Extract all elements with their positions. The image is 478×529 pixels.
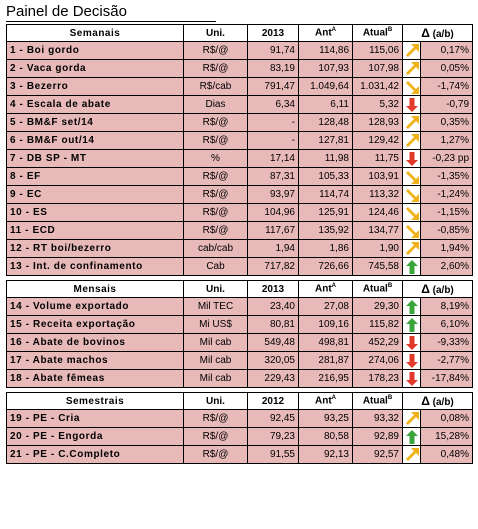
variation-value: -1,15% [421, 204, 473, 222]
atual-value: 92,89 [353, 428, 403, 446]
ant-value: 80,58 [299, 428, 353, 446]
unit-cell: R$/@ [184, 60, 248, 78]
ant-value: 135,92 [299, 222, 353, 240]
unit-header: Uni. [184, 281, 248, 298]
arrow-up-icon [403, 258, 421, 276]
indicator-name: 4 - Escala de abate [7, 96, 184, 114]
year-value: 549,48 [248, 334, 299, 352]
atual-value: 11,75 [353, 150, 403, 168]
unit-cell: R$/@ [184, 114, 248, 132]
arrow-up-icon [403, 428, 421, 446]
atual-value: 5,32 [353, 96, 403, 114]
table-row [7, 42, 473, 60]
indicator-name: 13 - Int. de confinamento [7, 258, 184, 276]
year-value: 91,55 [248, 446, 299, 464]
year-value: 229,43 [248, 370, 299, 388]
table-row [7, 370, 473, 388]
indicator-name: 8 - EF [7, 168, 184, 186]
atual-value: 115,82 [353, 316, 403, 334]
indicator-name: 17 - Abate machos [7, 352, 184, 370]
indicator-name: 5 - BM&F set/14 [7, 114, 184, 132]
unit-cell: cab/cab [184, 240, 248, 258]
delta-header: Δ (a/b) [403, 393, 473, 410]
unit-cell: Cab [184, 258, 248, 276]
variation-value: 1,27% [421, 132, 473, 150]
year-value: 80,81 [248, 316, 299, 334]
indicator-name: 11 - ECD [7, 222, 184, 240]
indicator-name: 14 - Volume exportado [7, 298, 184, 316]
unit-cell: R$/@ [184, 186, 248, 204]
atual-value: 92,57 [353, 446, 403, 464]
arrow-up-right-icon [403, 240, 421, 258]
arrow-down-right-icon [403, 222, 421, 240]
unit-cell: Dias [184, 96, 248, 114]
atual-value: 452,29 [353, 334, 403, 352]
ant-header: Ant$^A$ [299, 25, 353, 42]
arrow-up-right-icon [403, 132, 421, 150]
table-row [7, 410, 473, 428]
section-header [7, 281, 473, 298]
year-value: 17,14 [248, 150, 299, 168]
arrow-down-icon [403, 370, 421, 388]
table-row [7, 316, 473, 334]
atual-value: 107,98 [353, 60, 403, 78]
ant-header: Ant$^A$ [299, 393, 353, 410]
section-title: Mensais [7, 281, 184, 298]
year-value: 91,74 [248, 42, 299, 60]
section-title: Semestrais [7, 393, 184, 410]
ant-value: 93,25 [299, 410, 353, 428]
table-row [7, 204, 473, 222]
table-row [7, 132, 473, 150]
indicator-name: 19 - PE - Cria [7, 410, 184, 428]
indicator-name: 2 - Vaca gorda [7, 60, 184, 78]
arrow-down-icon [403, 150, 421, 168]
table-row [7, 96, 473, 114]
table-row [7, 78, 473, 96]
variation-value: 0,48% [421, 446, 473, 464]
variation-value: 15,28% [421, 428, 473, 446]
variation-value: -1,35% [421, 168, 473, 186]
atual-value: 1.031,42 [353, 78, 403, 96]
delta-header: Δ (a/b) [403, 281, 473, 298]
arrow-up-right-icon [403, 446, 421, 464]
table-row [7, 186, 473, 204]
ant-value: 114,86 [299, 42, 353, 60]
table-row [7, 114, 473, 132]
atual-value: 93,32 [353, 410, 403, 428]
ant-value: 105,33 [299, 168, 353, 186]
year-value: 23,40 [248, 298, 299, 316]
year-value: - [248, 132, 299, 150]
ant-value: 498,81 [299, 334, 353, 352]
table-row [7, 150, 473, 168]
ant-value: 109,16 [299, 316, 353, 334]
ant-value: 27,08 [299, 298, 353, 316]
unit-cell: R$/@ [184, 446, 248, 464]
ant-value: 216,95 [299, 370, 353, 388]
year-header: 2013 [248, 25, 299, 42]
unit-cell: R$/@ [184, 222, 248, 240]
ant-value: 11,98 [299, 150, 353, 168]
table-row [7, 352, 473, 370]
indicator-name: 9 - EC [7, 186, 184, 204]
indicator-name: 1 - Boi gordo [7, 42, 184, 60]
year-value: 717,82 [248, 258, 299, 276]
unit-cell: R$/@ [184, 428, 248, 446]
ant-value: 1.049,64 [299, 78, 353, 96]
arrow-down-right-icon [403, 186, 421, 204]
table-row [7, 60, 473, 78]
arrow-up-icon [403, 316, 421, 334]
ant-value: 1,86 [299, 240, 353, 258]
indicator-name: 12 - RT boi/bezerro [7, 240, 184, 258]
ant-value: 128,48 [299, 114, 353, 132]
variation-value: -1,74% [421, 78, 473, 96]
unit-cell: Mi US$ [184, 316, 248, 334]
variation-value: -2,77% [421, 352, 473, 370]
arrow-up-right-icon [403, 410, 421, 428]
table-row [7, 222, 473, 240]
ant-value: 281,87 [299, 352, 353, 370]
variation-value: 0,08% [421, 410, 473, 428]
table-row [7, 240, 473, 258]
ant-value: 125,91 [299, 204, 353, 222]
arrow-up-icon [403, 298, 421, 316]
variation-value: 2,60% [421, 258, 473, 276]
atual-value: 115,06 [353, 42, 403, 60]
atual-value: 124,46 [353, 204, 403, 222]
unit-cell: R$/@ [184, 42, 248, 60]
year-header: 2013 [248, 281, 299, 298]
arrow-down-right-icon [403, 78, 421, 96]
atual-value: 113,32 [353, 186, 403, 204]
atual-value: 745,58 [353, 258, 403, 276]
year-value: 791,47 [248, 78, 299, 96]
unit-cell: Mil cab [184, 334, 248, 352]
indicator-name: 15 - Receita exportação [7, 316, 184, 334]
ant-header: Ant$^A$ [299, 281, 353, 298]
indicator-name: 16 - Abate de bovinos [7, 334, 184, 352]
variation-value: -9,33% [421, 334, 473, 352]
variation-value: 0,17% [421, 42, 473, 60]
variation-value: 6,10% [421, 316, 473, 334]
unit-cell: % [184, 150, 248, 168]
unit-cell: R$/@ [184, 168, 248, 186]
ant-value: 726,66 [299, 258, 353, 276]
unit-cell: Mil TEC [184, 298, 248, 316]
unit-cell: Mil cab [184, 352, 248, 370]
year-value: 320,05 [248, 352, 299, 370]
variation-value: 8,19% [421, 298, 473, 316]
section-title: Semanais [7, 25, 184, 42]
section-header [7, 393, 473, 410]
indicator-name: 20 - PE - Engorda [7, 428, 184, 446]
indicator-name: 10 - ES [7, 204, 184, 222]
arrow-down-right-icon [403, 204, 421, 222]
year-value: 1,94 [248, 240, 299, 258]
arrow-down-icon [403, 352, 421, 370]
variation-value: -0,23 pp [421, 150, 473, 168]
unit-cell: R$/@ [184, 132, 248, 150]
ant-value: 127,81 [299, 132, 353, 150]
arrow-up-right-icon [403, 60, 421, 78]
year-header: 2012 [248, 393, 299, 410]
unit-header: Uni. [184, 393, 248, 410]
atual-value: 29,30 [353, 298, 403, 316]
unit-cell: R$/@ [184, 410, 248, 428]
table-row [7, 428, 473, 446]
table-row [7, 168, 473, 186]
variation-value: -0,85% [421, 222, 473, 240]
unit-header: Uni. [184, 25, 248, 42]
year-value: 104,96 [248, 204, 299, 222]
atual-value: 134,77 [353, 222, 403, 240]
indicator-name: 21 - PE - C.Completo [7, 446, 184, 464]
atual-value: 103,91 [353, 168, 403, 186]
page-title: Painel de Decisão [6, 3, 216, 22]
atual-header: Atual$^B$ [353, 281, 403, 298]
atual-value: 178,23 [353, 370, 403, 388]
atual-value: 129,42 [353, 132, 403, 150]
year-value: 79,23 [248, 428, 299, 446]
section-header [7, 25, 473, 42]
atual-value: 1,90 [353, 240, 403, 258]
atual-header: Atual$^B$ [353, 393, 403, 410]
year-value: 87,31 [248, 168, 299, 186]
ant-value: 114,74 [299, 186, 353, 204]
variation-value: 1,94% [421, 240, 473, 258]
arrow-up-right-icon [403, 42, 421, 60]
ant-value: 6,11 [299, 96, 353, 114]
year-value: 6,34 [248, 96, 299, 114]
atual-header: Atual$^B$ [353, 25, 403, 42]
variation-value: 0,05% [421, 60, 473, 78]
year-value: 92,45 [248, 410, 299, 428]
arrow-up-right-icon [403, 114, 421, 132]
delta-header: Δ (a/b) [403, 25, 473, 42]
unit-cell: Mil cab [184, 370, 248, 388]
table-row [7, 258, 473, 276]
unit-cell: R$/cab [184, 78, 248, 96]
decision-table [6, 24, 473, 464]
year-value: - [248, 114, 299, 132]
table-row [7, 298, 473, 316]
ant-value: 107,93 [299, 60, 353, 78]
indicator-name: 7 - DB SP - MT [7, 150, 184, 168]
year-value: 117,67 [248, 222, 299, 240]
table-row [7, 334, 473, 352]
table-row [7, 446, 473, 464]
arrow-down-right-icon [403, 168, 421, 186]
variation-value: -0,79 [421, 96, 473, 114]
arrow-down-icon [403, 96, 421, 114]
atual-value: 128,93 [353, 114, 403, 132]
atual-value: 274,06 [353, 352, 403, 370]
indicator-name: 3 - Bezerro [7, 78, 184, 96]
ant-value: 92,13 [299, 446, 353, 464]
variation-value: -1,24% [421, 186, 473, 204]
variation-value: -17,84% [421, 370, 473, 388]
year-value: 83,19 [248, 60, 299, 78]
year-value: 93,97 [248, 186, 299, 204]
arrow-down-icon [403, 334, 421, 352]
indicator-name: 18 - Abate fêmeas [7, 370, 184, 388]
variation-value: 0,35% [421, 114, 473, 132]
unit-cell: R$/@ [184, 204, 248, 222]
indicator-name: 6 - BM&F out/14 [7, 132, 184, 150]
